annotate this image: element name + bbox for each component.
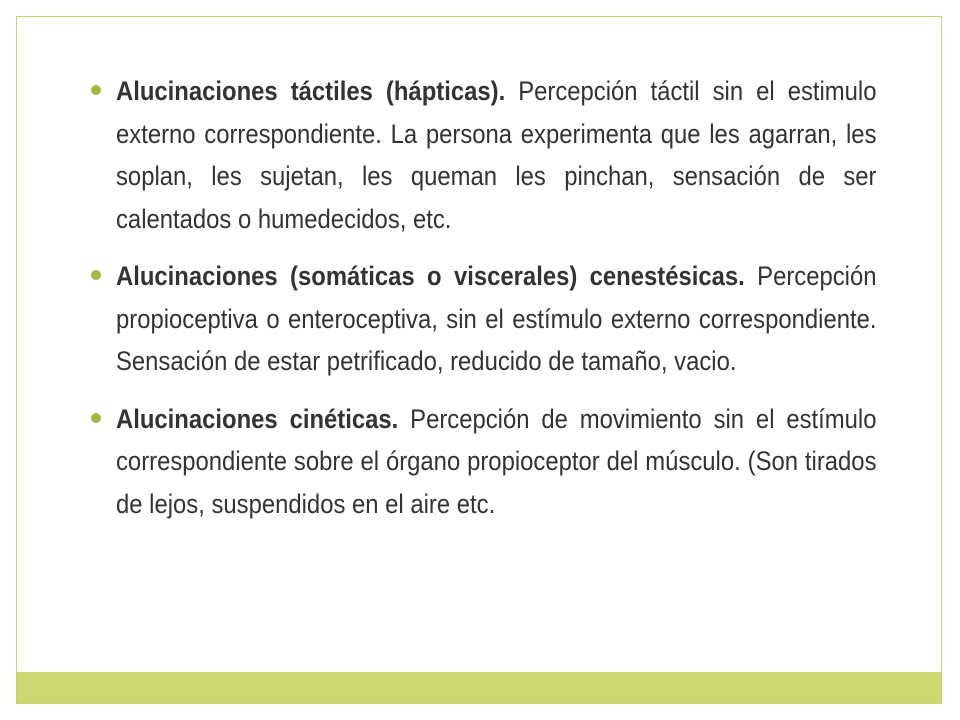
- bullet-item-cenesthetic: [88, 255, 878, 383]
- bullet-body: Percepción táctil sin el estimulo externo correspondiente. La persona experimenta que les agarran, les soplan, les sujetan, les queman les pinchan, sensación de ser calentados o humedecidos, etc.: [116, 76, 877, 234]
- bullet-body: Percepción propioceptiva o enteroceptiva, sin el estímulo externo correspondiente. Sensación de estar petrificado, reducido de tamaño, vacio.: [116, 261, 877, 376]
- bullet-dot-icon: [91, 270, 101, 280]
- bullet-text: [116, 398, 877, 526]
- bullet-list: [88, 70, 878, 540]
- bullet-text: [116, 255, 877, 383]
- bullet-heading: Alucinaciones táctiles (hápticas).: [116, 76, 506, 106]
- bullet-dot-icon: [91, 413, 101, 423]
- bullet-dot-icon: [91, 85, 101, 95]
- bullet-heading: Alucinaciones (somáticas o viscerales) cenestésicas.: [116, 261, 745, 291]
- bullet-heading: Alucinaciones cinéticas.: [116, 403, 399, 434]
- bullet-body: Percepción de movimiento sin el estímulo correspondiente sobre el órgano propioceptor del músculo. (Son tirados de lejos, suspendidos en el aire etc.: [116, 403, 877, 519]
- bullet-text: [116, 70, 877, 240]
- bullet-item-tactile: [88, 70, 878, 240]
- bullet-item-kinetic: [88, 398, 878, 526]
- footer-accent-band: [17, 672, 941, 703]
